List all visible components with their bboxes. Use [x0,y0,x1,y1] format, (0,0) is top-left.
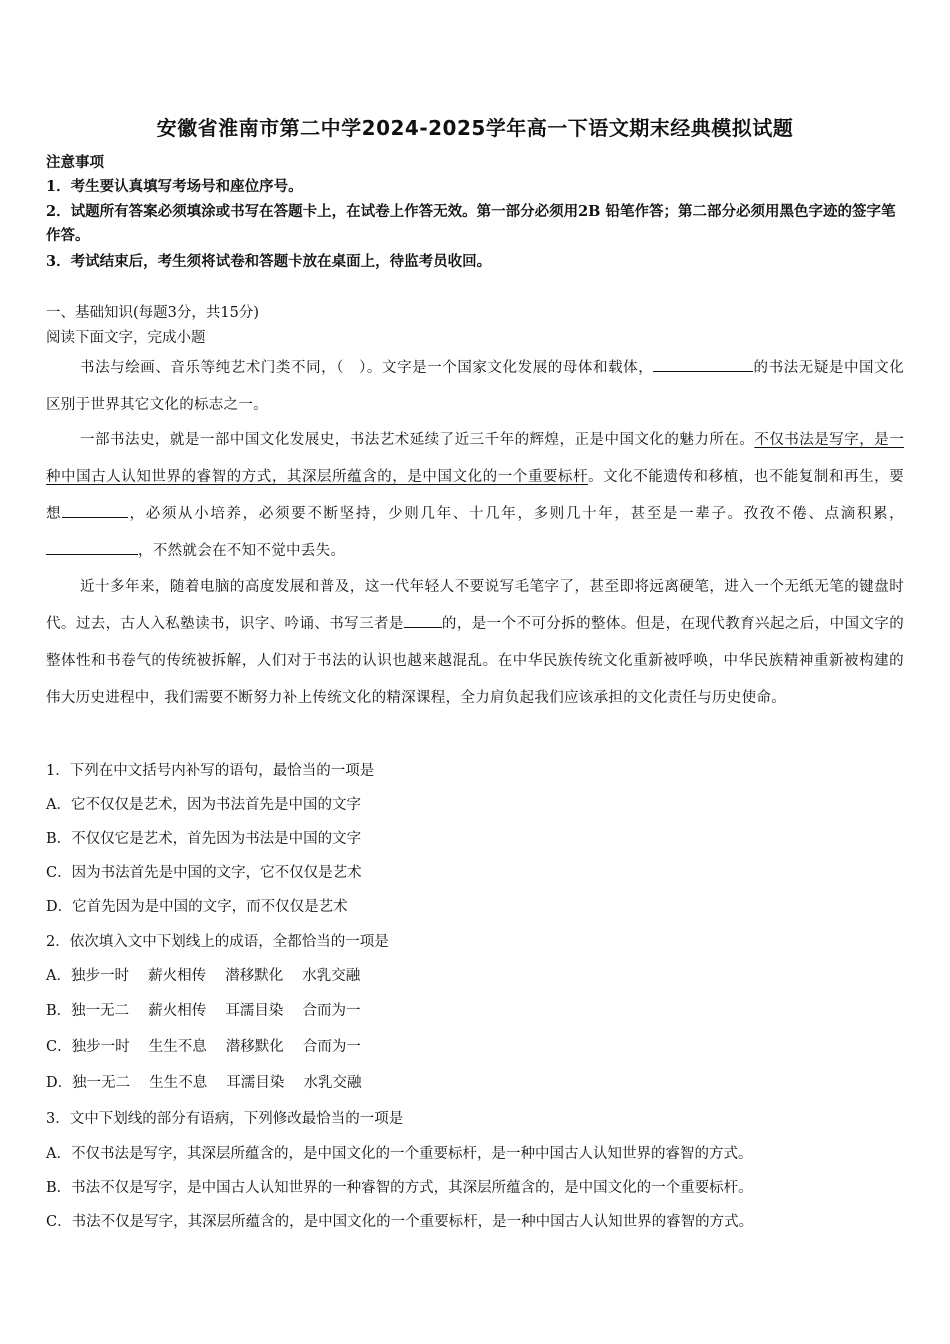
passage-text: 一部书法史，就是一部中国文化发展史，书法艺术延续了近三千年的辉煌，正是中国文化的魅力所在。 [80,432,755,448]
question-2-option-c: C．独步一时 生生不息 潜移默化 合而为一 [46,1039,361,1055]
fill-blank-1 [653,357,753,372]
passage-text: 的书法无疑是中国文化区别于世界其它文化的标志之一。 [46,360,904,413]
passage-text: ，必须从小培养，必须要不断坚持，少则几年、十几年，多则几十年，甚至是一辈子。孜孜不倦、点滴积累， [128,506,904,522]
fill-blank-4 [404,613,442,628]
passage-text: ，不然就会在不知不觉中丢失。 [138,543,346,559]
passage-paragraph-3 [46,569,904,717]
passage-text: 书法与绘画、音乐等纯艺术门类不同，（ ）。文字是一个国家文化发展的母体和载体， [80,360,654,376]
question-3-option-b: B．书法不仅是写字，是中国古人认知世界的一种睿智的方式，其深层所蕴含的，是中国文化的一个重要标杆。 [46,1180,753,1196]
question-1-option-a: A．它不仅仅是艺术，因为书法首先是中国的文字 [46,797,361,813]
passage-text: 的，是一个不可分拆的整体。但是，在现代教育兴起之后，中国文字的整体性和书卷气的传统被拆解，人们对于书法的认识也越来越混乱。在中华民族传统文化重新被呼唤，中华民族精神重新被构建的伟大历史进程中，我们需要不断努力补上传统文化的精深课程，全力肩负起我们应该承担的文化责任与历史使命。 [46,616,905,706]
question-2-stem: 2．依次填入文中下划线上的成语，全都恰当的一项是 [46,934,389,950]
question-1-option-c: C．因为书法首先是中国的文字，它不仅仅是艺术 [46,865,362,881]
section-instruction: 阅读下面文字，完成小题 [46,330,206,346]
notice-item-3: 3．考试结束后，考生须将试卷和答题卡放在桌面上，待监考员收回。 [46,253,492,270]
passage-text: 近十多年来，随着电脑的高度发展和普及，这一代年轻人不要说写毛笔字了，甚至即将远离硬笔，进入一个无纸无笔的键盘时代。过去，古人入私塾读书，识字、吟诵、书写三者是 [46,579,904,632]
notice-item-1: 1．考生要认真填写考场号和座位序号。 [46,178,303,195]
underlined-sentence: 不仅书法是写字，是一种中国古人认知世界的睿智的方式，其深层所蕴含的，是中国文化的一个重要标杆 [46,432,905,485]
notice-item-2: 2．试题所有答案必须填涂或书写在答题卡上，在试卷上作答无效。第一部分必须用2B 铅笔作答；第二部分必须用黑色字迹的签字笔作答。 [46,203,896,244]
passage-paragraph-2 [46,422,904,570]
question-3-option-c: C．书法不仅是写字，其深层所蕴含的，是中国文化的一个重要标杆，是一种中国古人认知世界的睿智的方式。 [46,1214,754,1230]
question-2-option-a: A．独步一时 薪火相传 潜移默化 水乳交融 [46,968,361,984]
question-1-option-d: D．它首先因为是中国的文字，而不仅仅是艺术 [46,899,348,915]
passage-paragraph-1 [46,350,904,424]
question-1-option-b: B．不仅仅它是艺术，首先因为书法是中国的文字 [46,831,362,847]
fill-blank-3 [46,540,138,555]
notice-heading: 注意事项 [46,154,104,171]
question-1-stem: 1．下列在中文括号内补写的语句，最恰当的一项是 [46,763,375,779]
section-heading: 一、基础知识(每题3分，共15分) [46,305,259,321]
question-2-option-d: D．独一无二 生生不息 耳濡目染 水乳交融 [46,1075,362,1091]
question-3-option-a: A．不仅书法是写字，其深层所蕴含的，是中国文化的一个重要标杆，是一种中国古人认知世界的睿智的方式。 [46,1146,753,1162]
fill-blank-2 [62,503,128,518]
question-2-option-b: B．独一无二 薪火相传 耳濡目染 合而为一 [46,1003,361,1019]
question-3-stem: 3．文中下划线的部分有语病，下列修改最恰当的一项是 [46,1111,404,1127]
passage-text: 。文化不能遗传和移植，也不能复制和再生，要想 [46,469,904,522]
page-title: 安徽省淮南市第二中学2024-2025学年高一下语文期末经典模拟试题 [156,116,794,140]
